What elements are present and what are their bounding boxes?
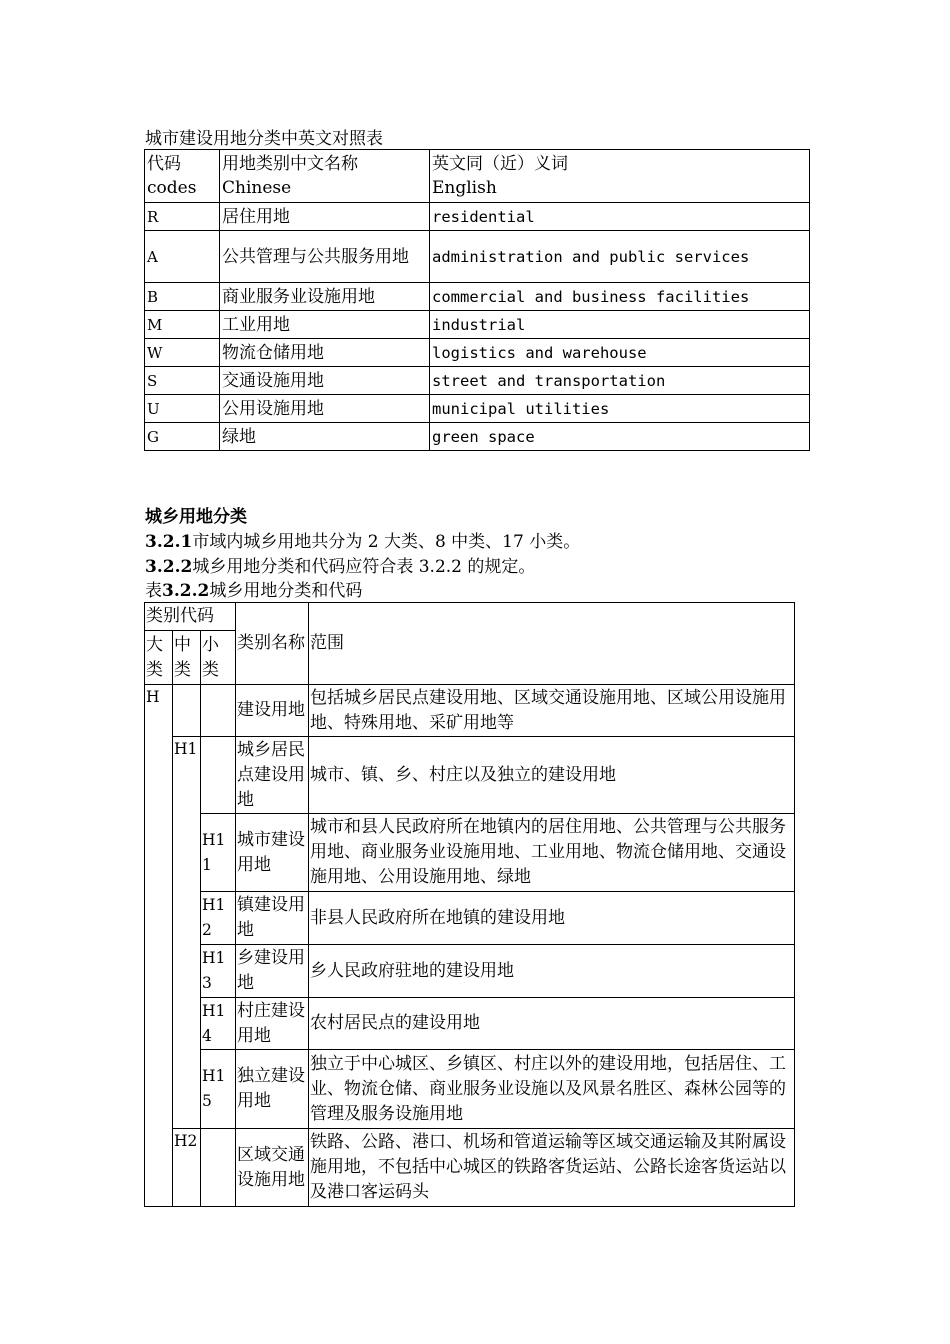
table-row (145, 311, 810, 339)
header-english-cell (430, 150, 810, 203)
major-code-cell (145, 1129, 173, 1207)
major-code-cell (145, 945, 173, 998)
scope-cell: 农村居民点的建设用地 (309, 998, 795, 1050)
scope-cell: 城市、镇、乡、村庄以及独立的建设用地 (309, 737, 795, 814)
table-header-row (145, 150, 810, 203)
medium-code-cell: H2 (173, 1129, 201, 1207)
table-row (145, 423, 810, 451)
code-cell: A (145, 231, 220, 283)
chinese-cell: 公共管理与公共服务用地 (220, 231, 430, 283)
header-scope: 范围 (309, 603, 795, 685)
chinese-cell: 物流仓储用地 (220, 339, 430, 367)
minor-code-cell: H15 (201, 1050, 236, 1129)
table-row (145, 395, 810, 423)
major-code-cell (145, 1050, 173, 1129)
code-cell: M (145, 311, 220, 339)
code-cell: W (145, 339, 220, 367)
scope-cell: 非县人民政府所在地镇的建设用地 (309, 892, 795, 945)
category-name-cell: 建设用地 (236, 685, 309, 737)
clause-number: 3.2.1 (145, 532, 193, 552)
section-heading: 城乡用地分类 (145, 507, 247, 527)
header-chinese-cell (220, 150, 430, 203)
chinese-cell: 公用设施用地 (220, 395, 430, 423)
chinese-cell: 绿地 (220, 423, 430, 451)
minor-code-cell (201, 685, 236, 737)
header-medium: 中类 (173, 631, 201, 685)
minor-code-cell: H14 (201, 998, 236, 1050)
header-english-zh: 英文同（近）义词 (432, 154, 568, 174)
table-row (145, 685, 795, 737)
category-name-cell: 城乡居民点建设用地 (236, 737, 309, 814)
table-row (145, 283, 810, 311)
header-category-code: 类别代码 (145, 603, 236, 631)
paragraph-3-2-1 (145, 532, 580, 552)
category-name-cell: 村庄建设用地 (236, 998, 309, 1050)
table-row (145, 998, 795, 1050)
code-cell: B (145, 283, 220, 311)
english-cell: green space (430, 423, 810, 451)
code-cell: R (145, 203, 220, 231)
medium-code-cell (173, 998, 201, 1050)
header-code-en: codes (147, 178, 197, 198)
english-cell: logistics and warehouse (430, 339, 810, 367)
paragraph-3-2-2 (145, 557, 535, 577)
code-cell: S (145, 367, 220, 395)
header-english-en: English (432, 178, 497, 198)
category-name-cell: 镇建设用地 (236, 892, 309, 945)
major-code-cell (145, 892, 173, 945)
table-row (145, 945, 795, 998)
english-cell: industrial (430, 311, 810, 339)
major-code-cell (145, 814, 173, 892)
scope-cell: 包括城乡居民点建设用地、区域交通设施用地、区域公用设施用地、特殊用地、采矿用地等 (309, 685, 795, 737)
scope-cell: 独立于中心城区、乡镇区、村庄以外的建设用地，包括居住、工业、物流仓储、商业服务业设施以及风景名胜区、森林公园等的管理及服务设施用地 (309, 1050, 795, 1129)
header-category-name: 类别名称 (236, 603, 309, 685)
minor-code-cell: H12 (201, 892, 236, 945)
minor-code-cell: H13 (201, 945, 236, 998)
medium-code-cell: H1 (173, 737, 201, 814)
category-name-cell: 乡建设用地 (236, 945, 309, 998)
scope-cell: 乡人民政府驻地的建设用地 (309, 945, 795, 998)
minor-code-cell (201, 1129, 236, 1207)
table-label: 表 (145, 581, 162, 601)
header-code-cell (145, 150, 220, 203)
urban-rural-land-classification-table (144, 602, 795, 1207)
code-cell: G (145, 423, 220, 451)
table-row (145, 231, 810, 283)
medium-code-cell (173, 892, 201, 945)
minor-code-cell (201, 737, 236, 814)
major-code-cell: H (145, 685, 173, 737)
table-row (145, 339, 810, 367)
english-cell: municipal utilities (430, 395, 810, 423)
chinese-cell: 交通设施用地 (220, 367, 430, 395)
table-header-row (145, 603, 795, 631)
medium-code-cell (173, 814, 201, 892)
scope-cell: 城市和县人民政府所在地镇内的居住用地、公共管理与公共服务用地、商业服务业设施用地、工业用地、物流仓储用地、交通设施用地、公用设施用地、绿地 (309, 814, 795, 892)
chinese-cell: 工业用地 (220, 311, 430, 339)
category-name-cell: 区域交通设施用地 (236, 1129, 309, 1207)
english-cell: street and transportation (430, 367, 810, 395)
code-cell: U (145, 395, 220, 423)
table-row (145, 1050, 795, 1129)
table1-caption: 城市建设用地分类中英文对照表 (145, 129, 383, 149)
table-row (145, 892, 795, 945)
clause-number: 3.2.2 (145, 557, 193, 577)
header-chinese-en: Chinese (222, 178, 292, 198)
table-row (145, 203, 810, 231)
medium-code-cell (173, 945, 201, 998)
medium-code-cell (173, 1050, 201, 1129)
clause-text: 市域内城乡用地共分为 2 大类、8 中类、17 小类。 (192, 532, 581, 552)
chinese-cell: 居住用地 (220, 203, 430, 231)
land-use-bilingual-table (144, 149, 810, 451)
english-cell: commercial and business facilities (430, 283, 810, 311)
header-chinese-zh: 用地类别中文名称 (222, 154, 358, 174)
english-cell: administration and public services (430, 231, 810, 283)
header-code-zh: 代码 (147, 154, 181, 174)
chinese-cell: 商业服务业设施用地 (220, 283, 430, 311)
major-code-cell (145, 998, 173, 1050)
table2-caption (145, 581, 362, 601)
category-name-cell: 独立建设用地 (236, 1050, 309, 1129)
category-name-cell: 城市建设用地 (236, 814, 309, 892)
table-row (145, 367, 810, 395)
english-cell: residential (430, 203, 810, 231)
header-minor: 小类 (201, 631, 236, 685)
table-row (145, 1129, 795, 1207)
major-code-cell (145, 737, 173, 814)
table-row (145, 737, 795, 814)
clause-text: 城乡用地分类和代码应符合表 3.2.2 的规定。 (192, 557, 536, 577)
scope-cell: 铁路、公路、港口、机场和管道运输等区域交通运输及其附属设施用地，不包括中心城区的铁路客货运站、公路长途客货运站以及港口客运码头 (309, 1129, 795, 1207)
table-title: 城乡用地分类和代码 (209, 581, 363, 601)
medium-code-cell (173, 685, 201, 737)
minor-code-cell: H11 (201, 814, 236, 892)
table-row (145, 814, 795, 892)
table-number: 3.2.2 (162, 581, 210, 601)
header-major: 大类 (145, 631, 173, 685)
